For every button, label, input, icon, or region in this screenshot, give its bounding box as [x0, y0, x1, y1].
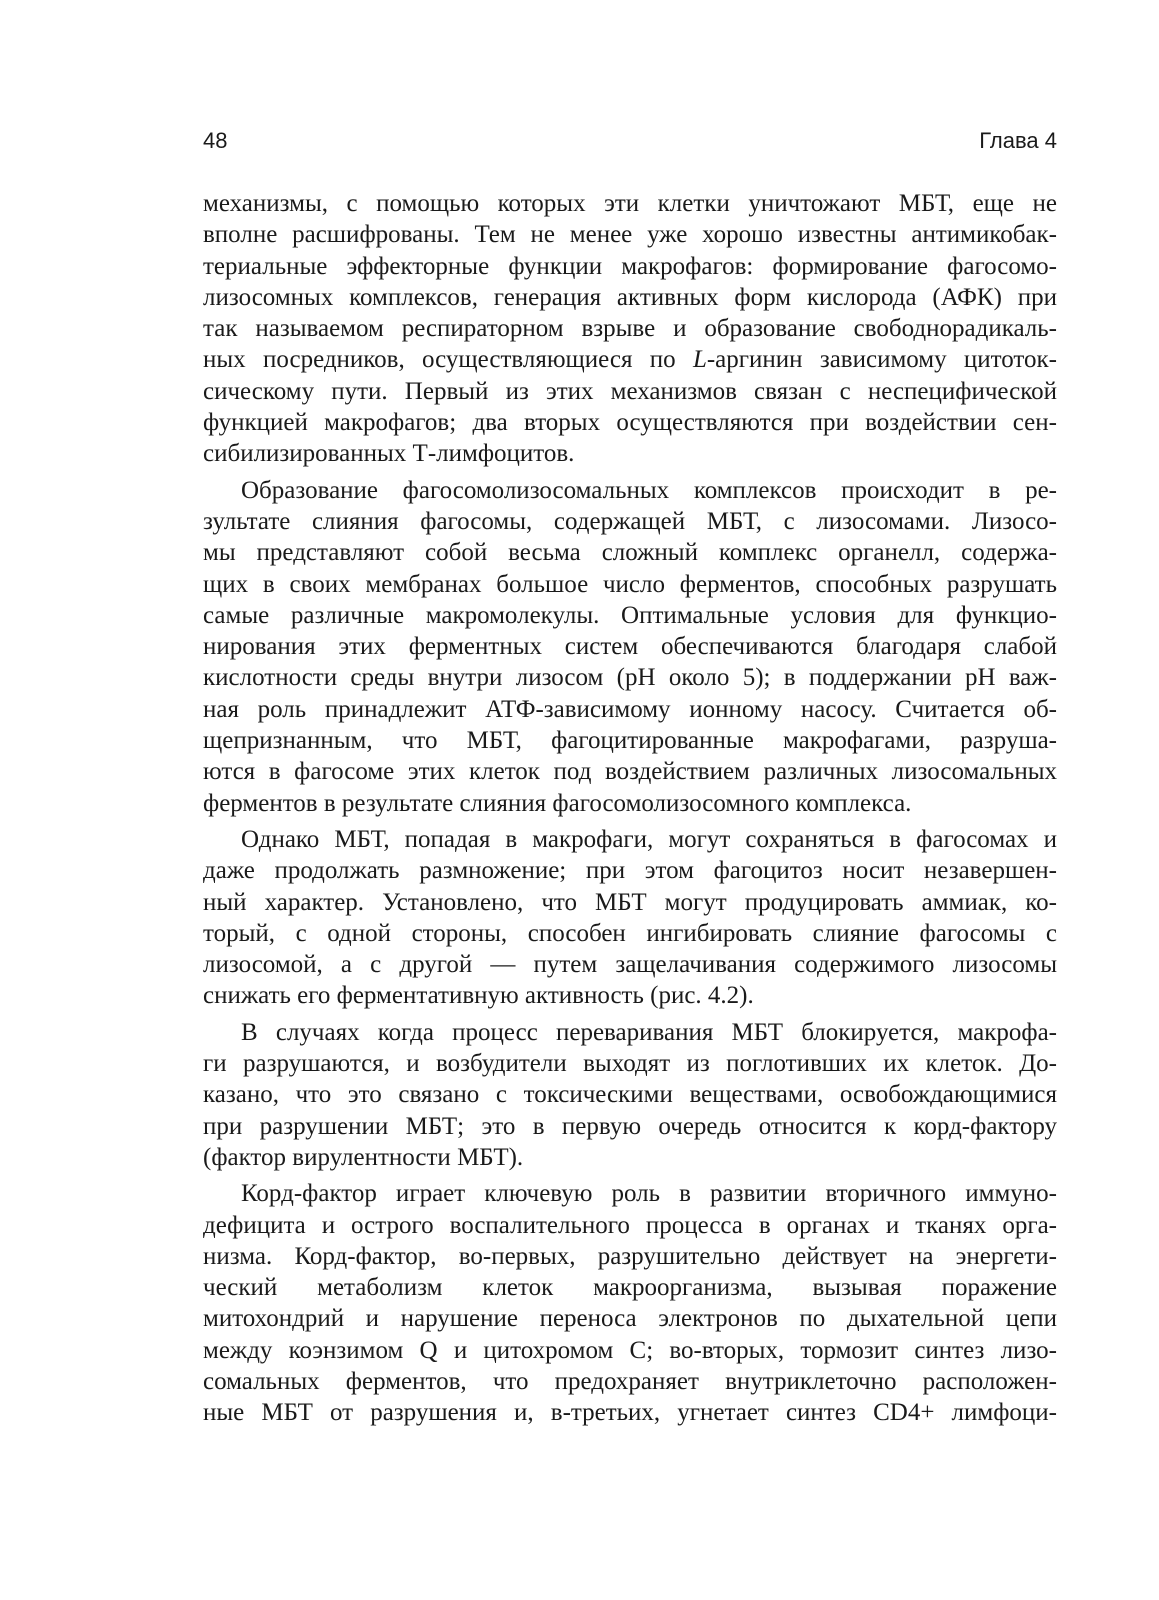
running-head	[203, 126, 1057, 156]
text-line: Образование фагосомолизосомальных комплексов происходит в ре-	[241, 476, 1057, 504]
text-line: кислотности среды внутри лизосом (рН около 5); в поддержании рН важ-	[203, 664, 1057, 692]
text-line: даже продолжать размножение; при этом фагоцитоз носит незавершен-	[203, 857, 1057, 885]
text-line: дефицита и острого воспалительного процесса в органах и тканях орга-	[203, 1211, 1057, 1239]
body-text	[203, 188, 1057, 1434]
text-line: низма. Корд-фактор, во-первых, разрушительно действует на энергети-	[203, 1242, 1057, 1270]
text-line: при разрушении МБТ; это в первую очередь относится к корд-фактору	[203, 1112, 1057, 1140]
text-line: зультате слияния фагосомы, содержащей МБТ, с лизосомами. Лизосо-	[203, 507, 1057, 535]
text-line: механизмы, с помощью которых эти клетки уничтожают МБТ, еще не	[203, 190, 1057, 217]
text-line: ных посредников, осуществляющиеся по L-аргинин зависимому цитоток-	[203, 346, 1057, 374]
chapter-label: Глава 4	[979, 128, 1057, 153]
text-line: сомальных ферментов, что предохраняет внутриклеточно расположен-	[203, 1367, 1057, 1395]
text-line: щепризнанным, что МБТ, фагоцитированные макрофагами, разруша-	[203, 727, 1057, 755]
text-line: функцией макрофагов; два вторых осуществляются при воздействии сен-	[203, 409, 1057, 437]
text-line: сибилизированных Т-лимфоцитов.	[203, 440, 575, 468]
text-line: ферментов в результате слияния фагосомолизосомного комплекса.	[203, 789, 912, 817]
text-line: щих в своих мембранах большое число ферментов, способных разрушать	[203, 570, 1057, 598]
text-line: В случаях когда процесс переваривания МБТ блокируется, макрофа-	[241, 1018, 1057, 1046]
text-line: между коэнзимом Q и цитохромом С; во-вторых, тормозит синтез лизо-	[203, 1336, 1057, 1364]
text-line: ные МБТ от разрушения и, в-третьих, угнетает синтез CD4+ лимфоци-	[203, 1399, 1057, 1427]
text-line: казано, что это связано с токсическими веществами, освобождающимися	[203, 1081, 1057, 1109]
text-line: нирования этих ферментных систем обеспечиваются благодаря слабой	[203, 633, 1057, 661]
paragraph	[203, 188, 1057, 470]
paragraph	[203, 475, 1057, 819]
text-line: (фактор вирулентности МБТ).	[203, 1143, 524, 1171]
paragraph	[203, 824, 1057, 1012]
page-number: 48	[203, 128, 228, 153]
text-line: териальные эффекторные функции макрофагов: формирование фагосомо-	[203, 252, 1057, 280]
text-line: так называемом респираторном взрыве и образование свободнорадикаль-	[203, 315, 1057, 343]
text-line: ческий метаболизм клеток макроорганизма, вызывая поражение	[203, 1274, 1057, 1302]
text-line: ная роль принадлежит АТФ-зависимому ионному насосу. Считается об-	[203, 695, 1057, 723]
text-line: вполне расшифрованы. Тем не менее уже хорошо известны антимикобак-	[203, 221, 1057, 249]
paragraph	[203, 1178, 1057, 1428]
text-line: ги разрушаются, и возбудители выходят из поглотивших их клеток. До-	[203, 1050, 1057, 1078]
text-line: митохондрий и нарушение переноса электронов по дыхательной цепи	[203, 1305, 1057, 1333]
text-line: самые различные макромолекулы. Оптимальные условия для функцио-	[203, 601, 1057, 629]
text-line: Однако МБТ, попадая в макрофаги, могут сохраняться в фагосомах и	[241, 825, 1057, 853]
text-line: лизосомой, а с другой — путем защелачивания содержимого лизосомы	[203, 951, 1057, 979]
text-line: сическому пути. Первый из этих механизмов связан с неспецифической	[203, 377, 1057, 405]
paragraph	[203, 1017, 1057, 1173]
text-line: торый, с одной стороны, способен ингибировать слияние фагосомы с	[203, 919, 1057, 947]
text-line: мы представляют собой весьма сложный комплекс органелл, содержа-	[203, 539, 1057, 567]
text-line: ный характер. Установлено, что МБТ могут продуцировать аммиак, ко-	[203, 888, 1057, 916]
text-line: лизосомных комплексов, генерация активных форм кислорода (АФК) при	[203, 283, 1057, 311]
text-line: ются в фагосоме этих клеток под воздействием различных лизосомальных	[203, 758, 1057, 786]
text-line: Корд-фактор играет ключевую роль в развитии вторичного иммуно-	[241, 1180, 1057, 1208]
text-line: снижать его ферментативную активность (рис. 4.2).	[203, 982, 754, 1010]
